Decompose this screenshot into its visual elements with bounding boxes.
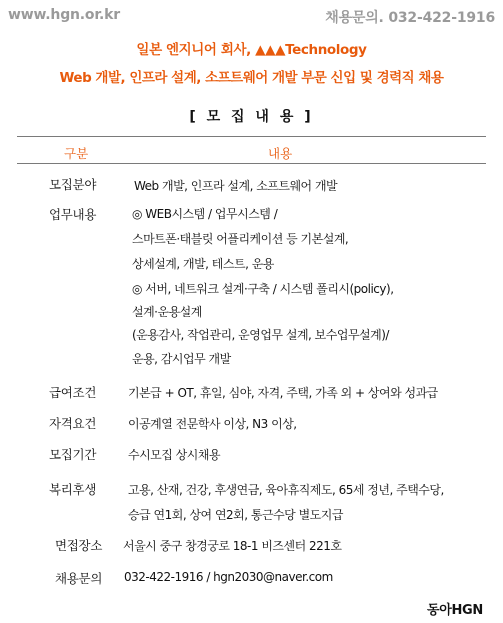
site-url[interactable]: www.hgn.or.kr bbox=[8, 7, 120, 23]
value-welfare-line: 고용, 산재, 건강, 후생연금, 육아휴직제도, 65세 정년, 주택수당, bbox=[128, 483, 444, 497]
value-salary: 기본급 + OT, 휴일, 심야, 자격, 주택, 가족 외 + 상여와 성과급 bbox=[128, 386, 438, 400]
value-duties-line: 운용, 감시업무 개발 bbox=[132, 352, 231, 366]
label-period: 모집기간 bbox=[49, 447, 97, 462]
value-qualification: 이공계열 전문학사 이상, N3 이상, bbox=[128, 417, 297, 431]
inquiry-phone: 채용문의. 032-422-1916 bbox=[325, 10, 495, 26]
label-salary: 급여조건 bbox=[49, 385, 97, 400]
value-location: 서울시 중구 창경궁로 18-1 비즈센터 221호 bbox=[123, 539, 342, 553]
value-duties-line: ◎ WEB시스템 / 업무시스템 / bbox=[132, 207, 278, 221]
label-field: 모집분야 bbox=[49, 177, 97, 192]
headline-company: 일본 엔지니어 회사, ▲▲▲Technology bbox=[136, 42, 367, 58]
value-duties-line: 설계·운용설계 bbox=[132, 305, 202, 319]
value-duties-line: ◎ 서버, 네트워크 설계·구축 / 시스템 폴리시(policy), bbox=[132, 282, 394, 296]
label-duties: 업무내용 bbox=[49, 207, 97, 222]
value-field: Web 개발, 인프라 설계, 소프트웨어 개발 bbox=[134, 179, 338, 193]
value-contact[interactable]: 032-422-1916 / hgn2030@naver.com bbox=[124, 570, 333, 584]
value-duties-line: 스마트폰·태블릿 어플리케이션 등 기본설계, bbox=[132, 232, 349, 246]
value-duties-line: 상세설계, 개발, 테스트, 운용 bbox=[132, 257, 274, 271]
headline-positions: Web 개발, 인프라 설계, 소프트웨어 개발 부문 신입 및 경력직 채용 bbox=[59, 70, 444, 86]
label-qualification: 자격요건 bbox=[49, 416, 97, 431]
table-top-rule bbox=[17, 136, 486, 137]
value-welfare-line: 승급 연1회, 상여 연2회, 통근수당 별도지급 bbox=[128, 508, 343, 522]
value-period: 수시모집 상시채용 bbox=[128, 448, 221, 462]
label-welfare: 복리후생 bbox=[49, 482, 97, 497]
column-header-content: 내용 bbox=[268, 146, 293, 161]
table-header-rule bbox=[17, 163, 486, 164]
section-title: [ 모 집 내 용 ] bbox=[189, 109, 314, 125]
label-contact: 채용문의 bbox=[55, 571, 103, 586]
column-header-category: 구분 bbox=[64, 146, 89, 161]
label-location: 면접장소 bbox=[55, 538, 103, 553]
brand-name: 동아HGN bbox=[426, 603, 483, 618]
value-duties-line: (운용감사, 작업관리, 운영업무 설계, 보수업무설계)/ bbox=[132, 328, 389, 342]
